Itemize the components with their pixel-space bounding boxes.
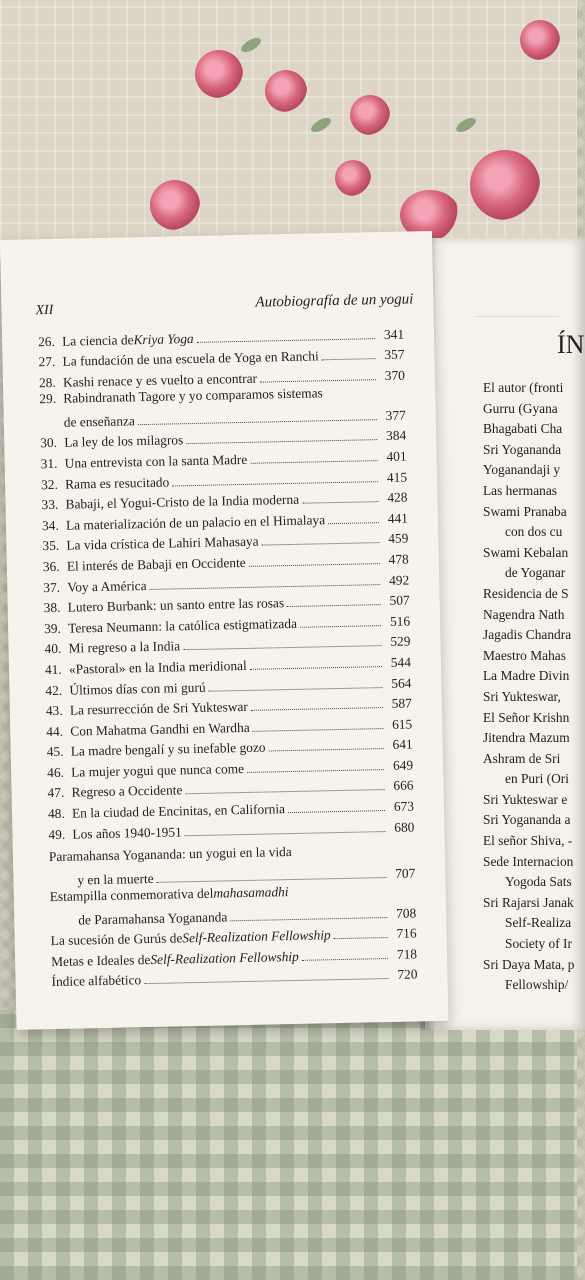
chapter-number: 31. bbox=[40, 455, 58, 472]
leader-dots bbox=[172, 481, 378, 486]
chapter-title: La vida crística de Lahiri Mahasaya bbox=[66, 533, 259, 554]
illustration-list-item: Sri Yogananda bbox=[483, 441, 562, 457]
chapter-title: Rama es resucitado bbox=[64, 474, 170, 492]
chapter-number: 28. bbox=[38, 374, 56, 390]
chapter-number: 33. bbox=[41, 496, 59, 513]
chapter-number: 40. bbox=[44, 641, 62, 657]
leader-dots bbox=[260, 379, 376, 382]
chapter-title: Los años 1940-1951 bbox=[72, 823, 182, 842]
flower-pattern bbox=[520, 20, 560, 60]
chapter-title: La mujer yogui que nunca come bbox=[70, 760, 245, 780]
chapter-title: La ciencia de bbox=[61, 331, 134, 349]
chapter-title: Voy a América bbox=[67, 577, 147, 595]
toc-entry-appendix-3: La sucesión de Gurús de Self-Realization Fellowship 716 bbox=[50, 925, 417, 949]
toc-entry-appendix-2: Estampilla conmemorativa del mahasamadhi de Paramahansa Yogananda 708 bbox=[49, 883, 417, 928]
illustration-list-item: Sri Yogananda a bbox=[483, 812, 571, 828]
leader-dots bbox=[186, 440, 377, 445]
leader-dots bbox=[250, 460, 377, 464]
chapter-title: Con Mahatma Gandhi en Wardha bbox=[70, 719, 250, 739]
chapter-page: 673 bbox=[393, 798, 415, 814]
chapter-number: 49. bbox=[48, 826, 66, 842]
illustration-list-item: Jitendra Mazum bbox=[483, 730, 570, 746]
chapter-number: 41. bbox=[44, 661, 62, 678]
illustration-list-item: Sri Yukteswar e bbox=[483, 791, 568, 807]
chapter-page: 357 bbox=[384, 346, 405, 363]
chapter-title: Mi regreso a la India bbox=[68, 638, 181, 656]
toc-entry-appendix-4: Metas e Ideales de Self-Realization Fellowship 718 bbox=[50, 946, 418, 969]
chapter-page: 459 bbox=[388, 530, 409, 547]
chapter-title-italic: Kriya Yoga bbox=[133, 330, 194, 347]
leader-dots bbox=[247, 769, 384, 773]
chapter-number: 44. bbox=[46, 723, 64, 739]
page-number: XII bbox=[35, 302, 54, 319]
chapter-number: 27. bbox=[38, 354, 56, 370]
left-page bbox=[0, 231, 448, 1030]
chapter-page: 415 bbox=[386, 469, 408, 485]
chapter-title: Una entrevista con la santa Madre bbox=[64, 451, 248, 471]
chapter-number: 46. bbox=[47, 764, 65, 781]
chapter-title: Lutero Burbank: un santo entre las rosas bbox=[67, 595, 285, 615]
chapter-number: 35. bbox=[42, 538, 60, 554]
illustration-list-item: La Madre Divin bbox=[483, 668, 570, 684]
leader-dots bbox=[209, 687, 383, 692]
chapter-title: La ley de los milagros bbox=[64, 432, 184, 451]
illustration-list-item: Yogoda Sats bbox=[505, 874, 572, 890]
chapter-page: 564 bbox=[391, 674, 412, 691]
show-through-text: ——————— bbox=[475, 308, 559, 322]
flower-pattern bbox=[470, 150, 540, 220]
illustration-list-item: Society of Ir bbox=[505, 936, 572, 952]
flower-pattern bbox=[350, 95, 390, 135]
illustration-list bbox=[483, 380, 574, 998]
illustration-list-item: Nagendra Nath bbox=[483, 606, 565, 622]
illustration-list-item: Jagadis Chandra bbox=[483, 627, 572, 643]
chapter-page: 492 bbox=[388, 572, 410, 588]
leaf-pattern bbox=[454, 115, 478, 135]
leader-dots bbox=[262, 542, 380, 545]
chapter-number: 38. bbox=[43, 599, 61, 616]
leader-dots bbox=[250, 666, 382, 670]
leader-dots bbox=[144, 978, 388, 984]
chapter-page: 680 bbox=[394, 819, 415, 835]
chapter-title: Últimos días con mi gurú bbox=[69, 679, 206, 698]
right-page-title: ÍN bbox=[557, 330, 585, 359]
chapter-number: 37. bbox=[43, 579, 61, 595]
illustration-list-item: El autor (fronti bbox=[483, 380, 564, 395]
leader-dots bbox=[302, 958, 388, 961]
illustration-list-item: de Yoganar bbox=[505, 565, 566, 581]
chapter-number: 26. bbox=[37, 333, 56, 349]
flower-pattern bbox=[335, 160, 371, 196]
leader-dots bbox=[269, 748, 384, 751]
leader-dots bbox=[328, 522, 379, 524]
chapter-page: 516 bbox=[389, 613, 411, 629]
chapter-page: 615 bbox=[391, 716, 413, 732]
quilt-background-top bbox=[0, 0, 577, 260]
chapter-page: 401 bbox=[386, 448, 407, 464]
leader-dots bbox=[322, 358, 376, 360]
right-page bbox=[425, 238, 585, 1030]
chapter-title: El interés de Babaji en Occidente bbox=[66, 554, 246, 574]
illustration-list-item: Swami Kebalan bbox=[483, 544, 569, 560]
illustration-list-item: Sri Yukteswar, bbox=[483, 688, 561, 704]
toc-entry-index: Índice alfabético 720 bbox=[51, 966, 418, 990]
chapter-title: Regreso a Occidente bbox=[71, 782, 183, 801]
chapter-number: 39. bbox=[43, 620, 62, 636]
running-head: Autobiografía de un yogui bbox=[255, 291, 414, 311]
chapter-title: La materialización de un palacio en el Himalaya bbox=[65, 512, 326, 533]
chapter-number: 32. bbox=[40, 476, 59, 492]
chapter-number: 30. bbox=[40, 435, 58, 451]
chapter-page: 529 bbox=[390, 633, 411, 650]
illustration-list-item: con dos cu bbox=[505, 524, 563, 540]
illustration-list-item: Ashram de Sri bbox=[483, 750, 561, 766]
illustration-list-item: Yoganandaji y bbox=[483, 462, 561, 478]
illustration-list-item: Maestro Mahas bbox=[483, 647, 566, 663]
chapter-number: 42. bbox=[45, 682, 63, 698]
chapter-page: 370 bbox=[384, 367, 406, 383]
chapter-page: 587 bbox=[391, 695, 412, 711]
chapter-title: «Pastoral» en la India meridional bbox=[68, 657, 247, 677]
chapter-number: 48. bbox=[47, 805, 65, 822]
chapter-title: En la ciudad de Encinitas, en California bbox=[71, 801, 286, 821]
chapter-number: 34. bbox=[41, 517, 59, 533]
leader-dots bbox=[300, 625, 381, 628]
chapter-title: La fundación de una escuela de Yoga en Ranchi bbox=[62, 348, 319, 369]
illustration-list-item: Las hermanas bbox=[483, 482, 557, 498]
illustration-list-item: Bhagabati Cha bbox=[483, 421, 563, 437]
chapter-page: 341 bbox=[383, 326, 405, 342]
leader-dots bbox=[288, 810, 385, 813]
chapter-page: 384 bbox=[385, 427, 407, 444]
leader-dots bbox=[334, 937, 388, 939]
chapter-page: 649 bbox=[392, 757, 414, 773]
chapter-number: 43. bbox=[45, 702, 63, 719]
leader-dots bbox=[249, 563, 380, 567]
leader-dots bbox=[185, 831, 386, 836]
chapter-page: 641 bbox=[392, 736, 413, 753]
chapter-title: La madre bengalí y su inefable gozo bbox=[70, 739, 266, 759]
illustration-list-item: Sede Internacion bbox=[483, 853, 574, 869]
leaf-pattern bbox=[239, 35, 263, 55]
illustration-list-item: en Puri (Ori bbox=[505, 771, 569, 787]
chapter-page: 478 bbox=[388, 551, 409, 567]
leader-dots bbox=[302, 501, 378, 504]
leader-dots bbox=[230, 917, 387, 921]
toc-entry-29: 29. Rabindranath Tagore y yo comparamos sistemas de enseñanza 377 bbox=[39, 385, 406, 430]
illustration-list-item: Sri Daya Mata, p bbox=[483, 956, 575, 972]
illustration-list-item: El señor Shiva, - bbox=[483, 833, 573, 849]
chapter-title: Babaji, el Yogui-Cristo de la India moderna bbox=[65, 491, 300, 512]
chapter-page: 441 bbox=[387, 510, 409, 526]
leaf-pattern bbox=[309, 115, 333, 135]
illustration-list-item: Residencia de S bbox=[483, 585, 569, 601]
toc-entry-appendix-1: Paramahansa Yogananda: un yogui en la vida y en la muerte 707 bbox=[48, 843, 416, 888]
illustration-list-item: Swami Pranaba bbox=[483, 503, 567, 519]
leader-dots bbox=[253, 728, 384, 732]
illustration-list-item: Self-Realiza bbox=[505, 915, 572, 931]
illustration-list-item: Gurru (Gyana bbox=[483, 400, 558, 416]
illustration-list-item: Fellowship/ bbox=[505, 977, 569, 993]
appendix-entries bbox=[49, 841, 418, 990]
chapter-title: Kashi renace y es vuelto a encontrar bbox=[62, 370, 258, 390]
illustration-list-item: Sri Rajarsi Janak bbox=[483, 894, 574, 910]
chapter-page: 507 bbox=[389, 592, 410, 609]
quilt-background-bottom bbox=[0, 1010, 577, 1280]
chapter-page: 544 bbox=[390, 654, 412, 670]
leader-dots bbox=[251, 707, 383, 711]
chapter-number: 36. bbox=[42, 558, 60, 575]
chapter-page: 666 bbox=[393, 777, 414, 794]
flower-pattern bbox=[195, 50, 243, 98]
flower-pattern bbox=[265, 70, 307, 112]
table-of-contents bbox=[38, 322, 418, 991]
flower-pattern bbox=[150, 180, 200, 230]
chapter-number: 47. bbox=[47, 785, 65, 801]
leader-dots bbox=[197, 338, 375, 343]
chapter-page: 428 bbox=[387, 489, 408, 506]
chapter-title: Teresa Neumann: la católica estigmatizada bbox=[67, 615, 298, 636]
page-header bbox=[35, 291, 413, 321]
leader-dots bbox=[287, 604, 381, 607]
chapter-number: 45. bbox=[46, 744, 64, 760]
chapter-title: La resurrección de Sri Yukteswar bbox=[69, 699, 248, 718]
illustration-list-item: El Señor Krishn bbox=[483, 709, 570, 725]
leader-dots bbox=[183, 645, 381, 650]
leader-dots bbox=[185, 790, 384, 795]
